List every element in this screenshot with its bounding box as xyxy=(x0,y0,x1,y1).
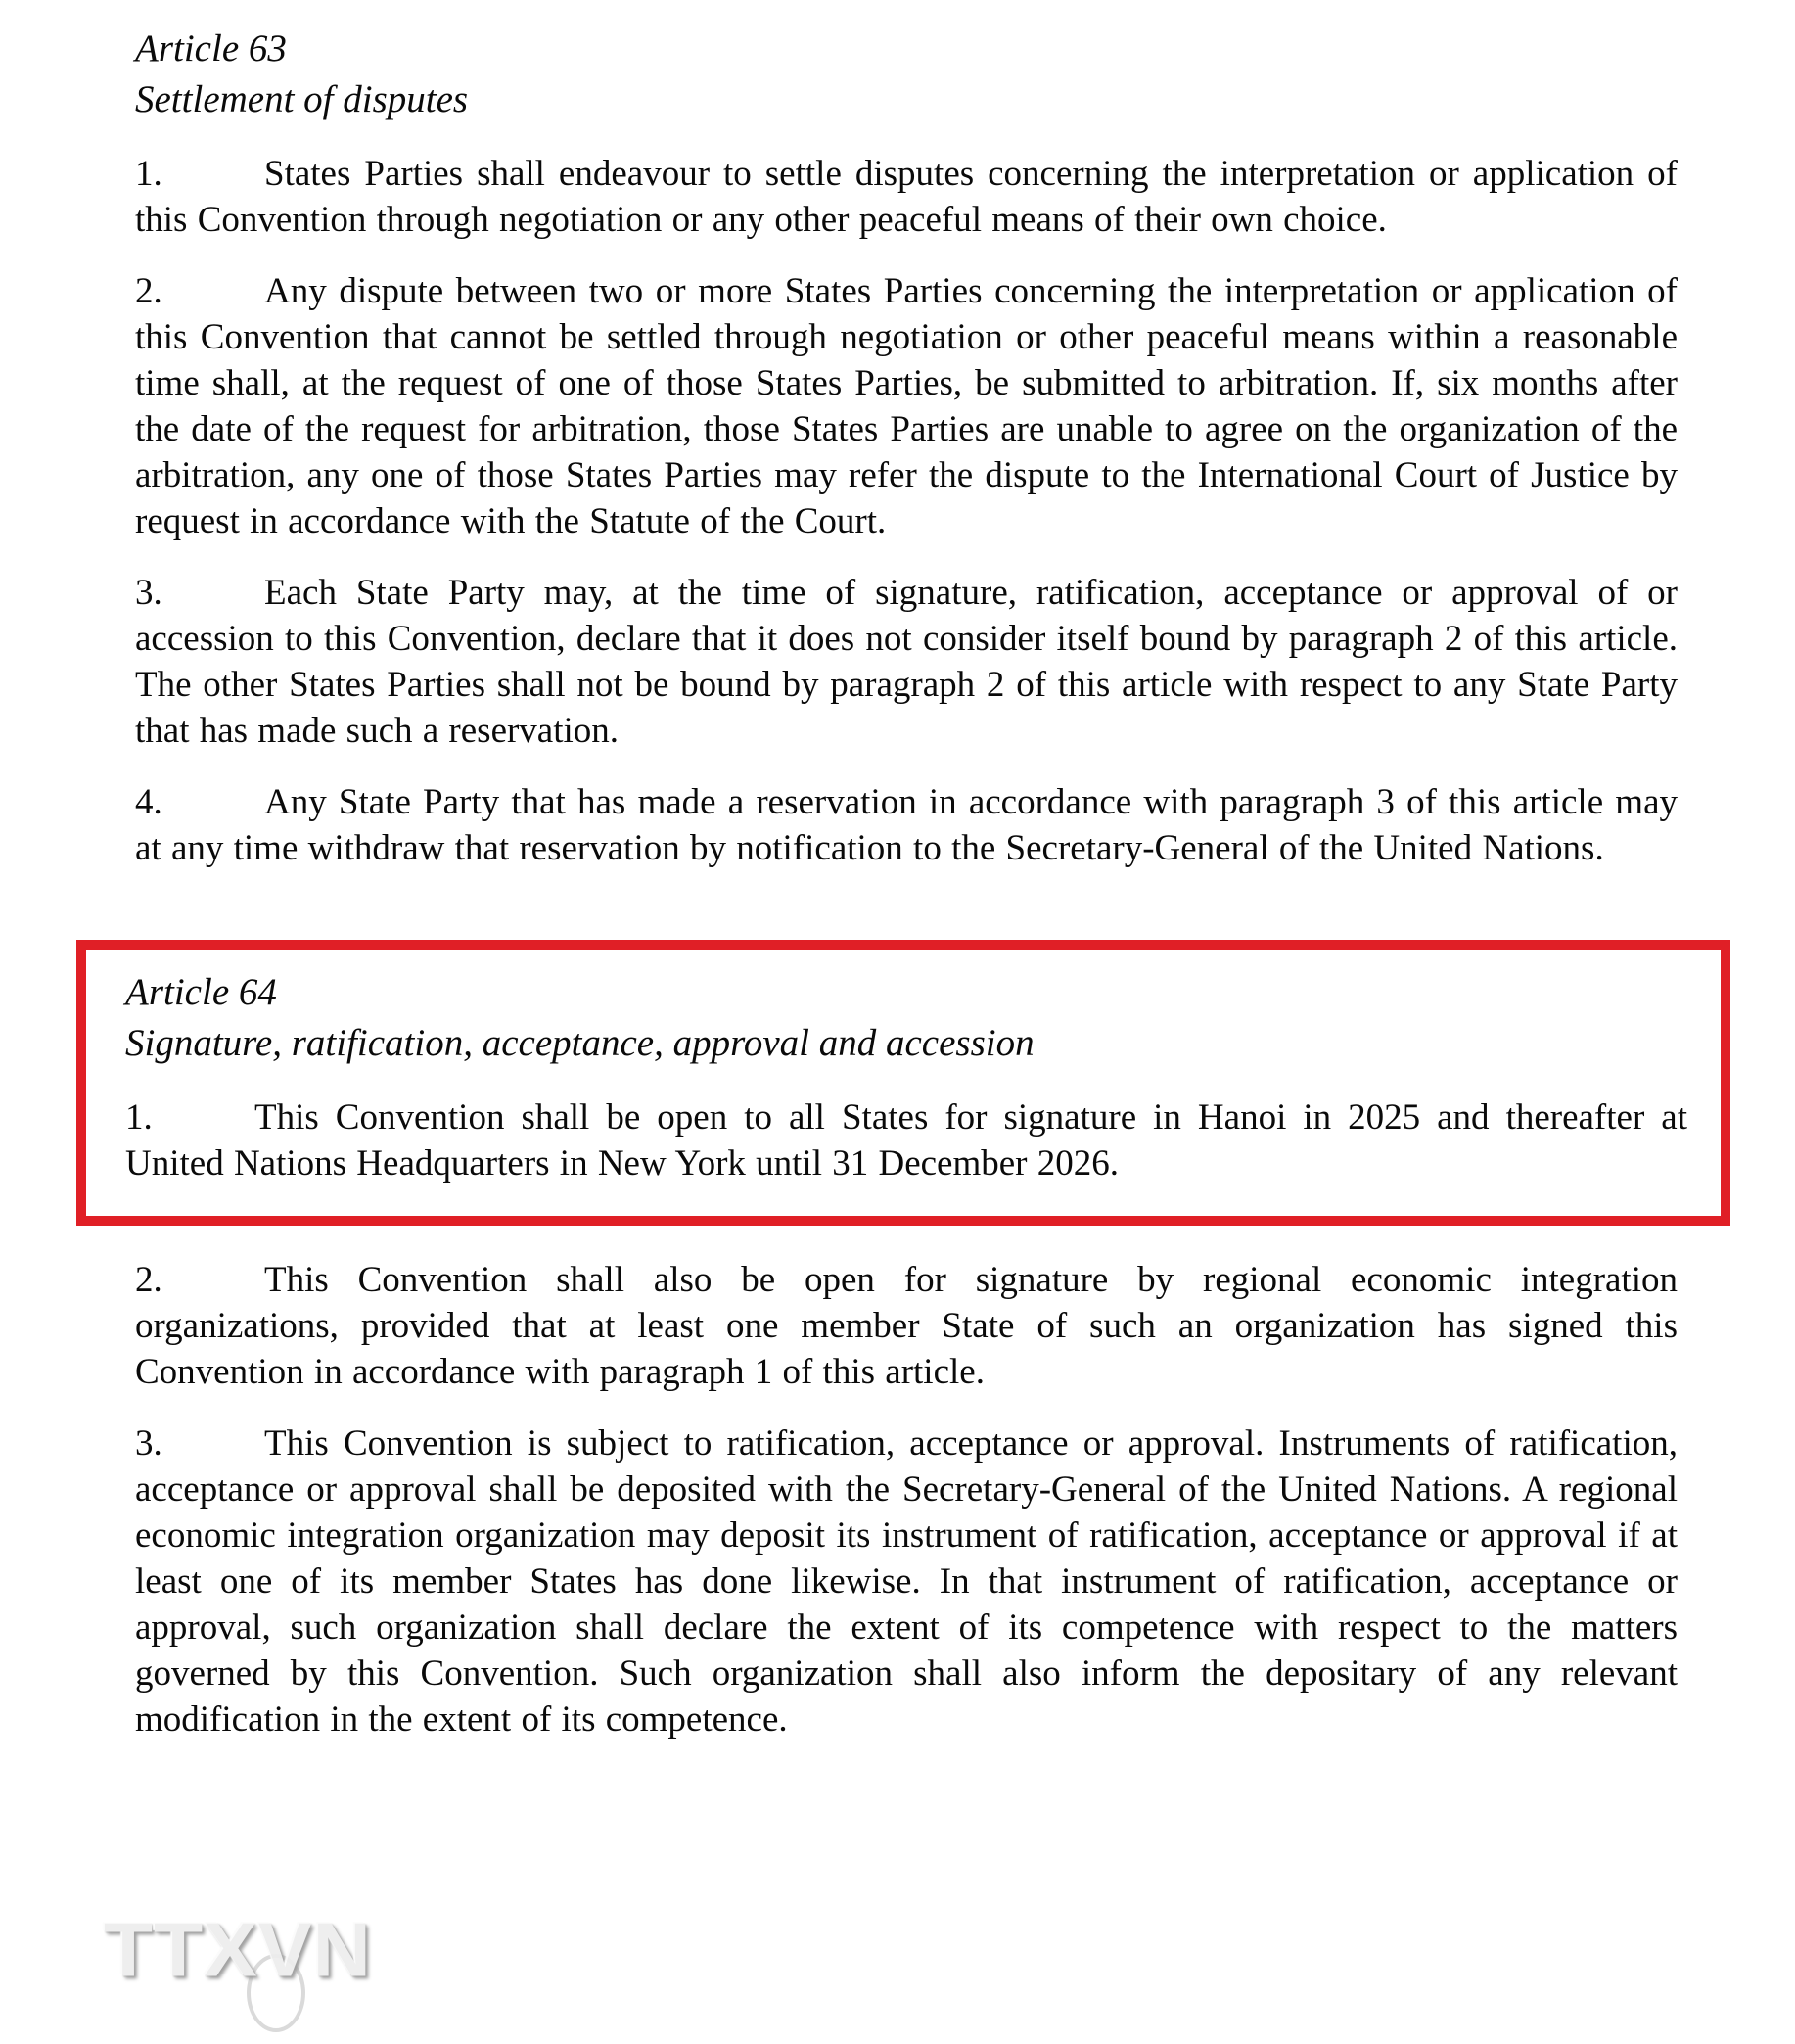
paragraph-number: 3. xyxy=(135,573,162,613)
article-64-heading xyxy=(125,967,1687,1069)
article-64-paragraph-1 xyxy=(125,1094,1687,1186)
article-64-subtitle: Signature, ratification, acceptance, approval and accession xyxy=(125,1022,1035,1064)
highlight-box xyxy=(76,940,1730,1226)
ttxvn-watermark: TTXVN xyxy=(104,1908,372,1993)
paragraph-text: States Parties shall endeavour to settle disputes concerning the interpretation or application of this Convention through negotiation or any other peaceful means of their own choice. xyxy=(135,154,1678,240)
article-63-title: Article 63 xyxy=(135,27,287,70)
article-64-title: Article 64 xyxy=(125,971,277,1013)
article-64-paragraph-2 xyxy=(135,1257,1678,1395)
paragraph-number: 4. xyxy=(135,782,162,822)
paragraph-text: Each State Party may, at the time of signature, ratification, acceptance or approval of or accession to this Convention, declare that it does not consider itself bound by paragraph 2 of this article. The other States Parties shall not be bound by paragraph 2 of this article with respect to any State Party that has made such a reservation. xyxy=(135,573,1678,751)
paragraph-number: 3. xyxy=(135,1423,162,1463)
article-63-paragraph-3 xyxy=(135,570,1678,754)
paragraph-text: Any State Party that has made a reservation in accordance with paragraph 3 of this article may at any time withdraw that reservation by notification to the Secretary-General of the United Nations. xyxy=(135,782,1678,868)
paragraph-number: 1. xyxy=(135,154,162,194)
document-text-column xyxy=(125,23,1687,1742)
article-63-paragraph-4 xyxy=(135,779,1678,871)
paragraph-text: This Convention is subject to ratification, acceptance or approval. Instruments of ratification, acceptance or approval shall be deposited with the Secretary-General of the United Nations. A regional economic integration organization may deposit its instrument of ratification, acceptance or approval if at least one of its member States has done likewise. In that instrument of ratification, acceptance or approval, such organization shall declare the extent of its competence with respect to the matters governed by this Convention. Such organization shall also inform the depositary of any relevant modification in the extent of its competence. xyxy=(135,1423,1678,1740)
paragraph-number: 1. xyxy=(125,1097,153,1138)
paragraph-number: 2. xyxy=(135,271,162,311)
paragraph-text: Any dispute between two or more States Parties concerning the interpretation or application of this Convention that cannot be settled through negotiation or other peaceful means within a reasonable time shall, at the request of one of those States Parties, be submitted to arbitration. If, six months after the date of the request for arbitration, those States Parties are unable to agree on the organization of the arbitration, any one of those States Parties may refer the dispute to the International Court of Justice by request in accordance with the Statute of the Court. xyxy=(135,271,1678,541)
article-63-subtitle: Settlement of disputes xyxy=(135,78,469,120)
article-63-paragraph-1 xyxy=(135,151,1678,243)
paragraph-text: This Convention shall also be open for signature by regional economic integration organizations, provided that at least one member State of such an organization has signed this Convention in accordance with paragraph 1 of this article. xyxy=(135,1260,1678,1392)
article-63-heading xyxy=(135,23,1678,125)
article-63-paragraph-2 xyxy=(135,268,1678,544)
paragraph-text: This Convention shall be open to all States for signature in Hanoi in 2025 and thereafter at United Nations Headquarters in New York until 31 December 2026. xyxy=(125,1097,1687,1184)
paragraph-number: 2. xyxy=(135,1260,162,1300)
article-64-paragraph-3 xyxy=(135,1420,1678,1742)
